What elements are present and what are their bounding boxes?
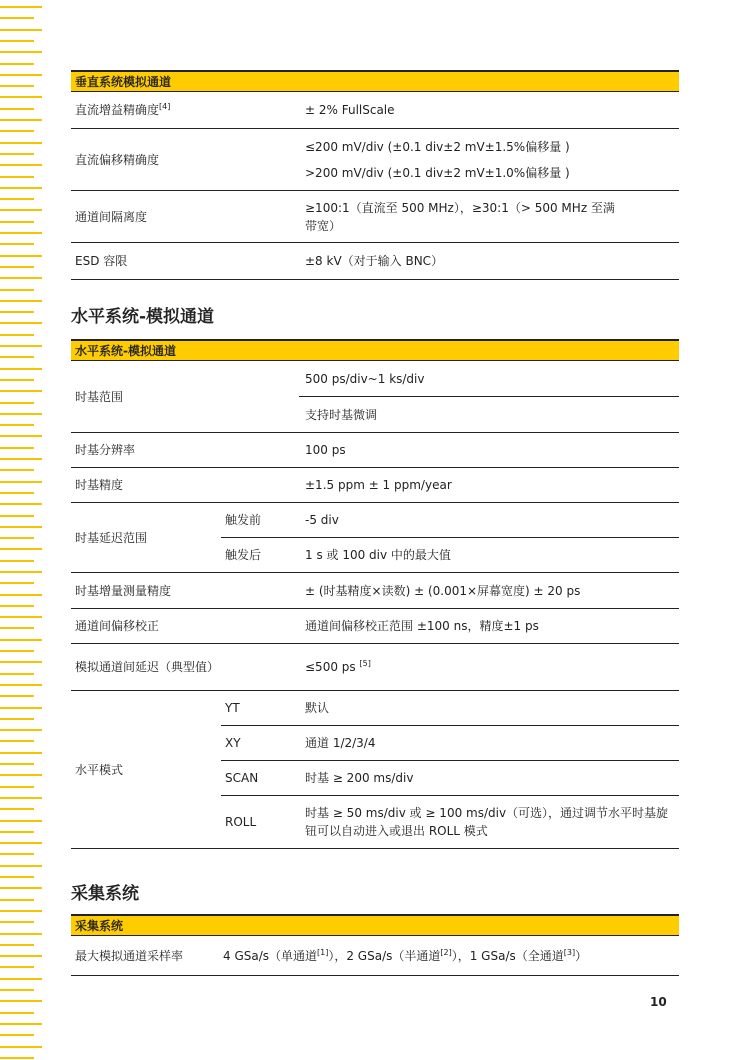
margin-stripe [0, 17, 34, 19]
margin-stripe [0, 933, 42, 935]
vertical-system-table [71, 70, 679, 280]
row-label: ESD 容限 [71, 243, 299, 280]
table-header-label: 垂直系统模拟通道 [71, 71, 679, 92]
margin-stripe [0, 379, 34, 381]
margin-stripe [0, 390, 42, 392]
table-header-label: 采集系统 [71, 915, 679, 936]
margin-stripe [0, 774, 42, 776]
row-value: ± 2% FullScale [299, 92, 679, 129]
margin-stripe [0, 51, 42, 53]
table-row [71, 644, 679, 691]
margin-stripe [0, 130, 34, 132]
margin-stripe [0, 119, 42, 121]
table-header [71, 71, 679, 92]
margin-stripe [0, 63, 34, 65]
row-label: 时基范围 [71, 361, 299, 433]
margin-stripe [0, 1012, 34, 1014]
row-label: 最大模拟通道采样率 [71, 936, 221, 976]
row-label: 时基增量测量精度 [71, 573, 299, 609]
section-title-acquisition: 采集系统 [71, 884, 139, 904]
margin-stripe [0, 153, 34, 155]
margin-stripe [0, 921, 34, 923]
margin-stripe [0, 763, 34, 765]
row-label: 模拟通道间延迟（典型值） [71, 644, 221, 691]
row-value: 100 ps [299, 433, 679, 468]
margin-stripe [0, 673, 34, 675]
margin-stripe [0, 548, 42, 550]
row-sublabel: YT [221, 691, 299, 726]
margin-stripe [0, 469, 34, 471]
margin-stripe [0, 978, 42, 980]
row-value: 通道间偏移校正范围 ±100 ns，精度±1 ps [299, 609, 679, 644]
table-row [71, 243, 679, 280]
margin-stripe [0, 582, 34, 584]
table-header [71, 915, 679, 936]
table-row [71, 361, 679, 397]
margin-stripe [0, 966, 34, 968]
margin-stripe [0, 955, 42, 957]
row-value: 默认 [299, 691, 679, 726]
margin-stripe [0, 571, 42, 573]
row-sublabel: SCAN [221, 761, 299, 796]
margin-stripe [0, 560, 34, 562]
row-value: 4 GSa/s（单通道[1]），2 GSa/s（半通道[2]），1 GSa/s（全通道[3]） [221, 936, 679, 976]
margin-stripe [0, 944, 34, 946]
margin-stripe [0, 187, 42, 189]
margin-stripe [0, 661, 42, 663]
table-row [71, 191, 679, 243]
table-row [71, 129, 679, 191]
margin-stripe [0, 74, 42, 76]
margin-stripe [0, 458, 42, 460]
margin-stripe [0, 300, 42, 302]
row-value: -5 div [299, 503, 679, 538]
row-label: 水平模式 [71, 691, 221, 849]
row-value: 1 s 或 100 div 中的最大值 [299, 538, 679, 573]
table-row [71, 691, 679, 726]
margin-stripe [0, 515, 34, 517]
row-label: 直流偏移精确度 [71, 129, 299, 191]
margin-stripe [0, 1023, 42, 1025]
row-value: ± (时基精度×读数) ± (0.001×屏幕宽度) ± 20 ps [299, 573, 679, 609]
margin-stripe [0, 729, 42, 731]
row-value: 通道 1/2/3/4 [299, 726, 679, 761]
margin-stripes [0, 0, 44, 1060]
margin-stripe [0, 402, 34, 404]
margin-stripe [0, 277, 42, 279]
table-header [71, 340, 679, 361]
table-row [71, 573, 679, 609]
acquisition-table [71, 914, 679, 976]
margin-stripe [0, 887, 42, 889]
margin-stripe [0, 266, 34, 268]
margin-stripe [0, 989, 34, 991]
margin-stripe [0, 1000, 42, 1002]
page-number: 10 [650, 995, 667, 1009]
margin-stripe [0, 639, 42, 641]
margin-stripe [0, 368, 42, 370]
margin-stripe [0, 345, 42, 347]
margin-stripe [0, 605, 34, 607]
row-label: 时基延迟范围 [71, 503, 221, 573]
row-value: ±8 kV（对于输入 BNC） [299, 243, 679, 280]
table-row [71, 936, 679, 976]
margin-stripe [0, 899, 34, 901]
row-value: ≥100:1（直流至 500 MHz），≥30:1（> 500 MHz 至满带宽） [299, 191, 679, 243]
margin-stripe [0, 707, 42, 709]
margin-stripe [0, 831, 34, 833]
margin-stripe [0, 334, 34, 336]
row-label: 通道间偏移校正 [71, 609, 299, 644]
row-value: 时基 ≥ 50 ms/div 或 ≥ 100 ms/div（可选），通过调节水平时基旋钮可以自动进入或退出 ROLL 模式 [299, 796, 679, 849]
margin-stripe [0, 1046, 42, 1048]
margin-stripe [0, 289, 34, 291]
row-value: 时基 ≥ 200 ms/div [299, 761, 679, 796]
margin-stripe [0, 503, 42, 505]
table-row [71, 468, 679, 503]
section-title-horizontal: 水平系统-模拟通道 [71, 307, 215, 327]
margin-stripe [0, 255, 42, 257]
table-header-label: 水平系统-模拟通道 [71, 340, 679, 361]
row-sublabel: XY [221, 726, 299, 761]
margin-stripe [0, 526, 42, 528]
margin-stripe [0, 537, 34, 539]
row-sublabel: 触发前 [221, 503, 299, 538]
margin-stripe [0, 481, 42, 483]
margin-stripe [0, 176, 34, 178]
margin-stripe [0, 311, 34, 313]
margin-stripe [0, 842, 42, 844]
margin-stripe [0, 684, 42, 686]
row-sublabel: 触发后 [221, 538, 299, 573]
margin-stripe [0, 910, 42, 912]
row-value: ≤200 mV/div (±0.1 div±2 mV±1.5%偏移量 ) >200 mV/div (±0.1 div±2 mV±1.0%偏移量 ) [299, 129, 679, 191]
margin-stripe [0, 435, 42, 437]
table-row [71, 609, 679, 644]
margin-stripe [0, 627, 34, 629]
margin-stripe [0, 1057, 34, 1059]
margin-stripe [0, 29, 42, 31]
margin-stripe [0, 797, 42, 799]
row-value: 500 ps/div~1 ks/div [299, 361, 679, 397]
margin-stripe [0, 322, 42, 324]
margin-stripe [0, 650, 34, 652]
margin-stripe [0, 492, 34, 494]
row-label: 直流增益精确度[4] [71, 92, 299, 129]
margin-stripe [0, 413, 42, 415]
margin-stripe [0, 142, 42, 144]
margin-stripe [0, 198, 34, 200]
margin-stripe [0, 594, 42, 596]
margin-stripe [0, 243, 34, 245]
margin-stripe [0, 85, 34, 87]
margin-stripe [0, 1034, 34, 1036]
table-row [71, 433, 679, 468]
row-value: 支持时基微调 [299, 397, 679, 433]
margin-stripe [0, 356, 34, 358]
margin-stripe [0, 447, 34, 449]
horizontal-system-table [71, 339, 679, 849]
margin-stripe [0, 6, 42, 8]
row-label: 时基精度 [71, 468, 299, 503]
margin-stripe [0, 616, 42, 618]
margin-stripe [0, 752, 42, 754]
row-value: ≤500 ps [5] [299, 644, 679, 691]
margin-stripe [0, 164, 42, 166]
table-row [71, 503, 679, 538]
margin-stripe [0, 695, 34, 697]
margin-stripe [0, 232, 42, 234]
row-value: ±1.5 ppm ± 1 ppm/year [299, 468, 679, 503]
margin-stripe [0, 108, 34, 110]
margin-stripe [0, 786, 34, 788]
margin-stripe [0, 424, 34, 426]
margin-stripe [0, 740, 34, 742]
table-row [71, 92, 679, 129]
margin-stripe [0, 718, 34, 720]
margin-stripe [0, 853, 34, 855]
margin-stripe [0, 40, 34, 42]
margin-stripe [0, 820, 42, 822]
margin-stripe [0, 865, 42, 867]
margin-stripe [0, 808, 34, 810]
margin-stripe [0, 96, 42, 98]
row-label: 通道间隔离度 [71, 191, 299, 243]
row-label: 时基分辨率 [71, 433, 299, 468]
margin-stripe [0, 876, 34, 878]
margin-stripe [0, 209, 42, 211]
margin-stripe [0, 221, 34, 223]
row-sublabel: ROLL [221, 796, 299, 849]
